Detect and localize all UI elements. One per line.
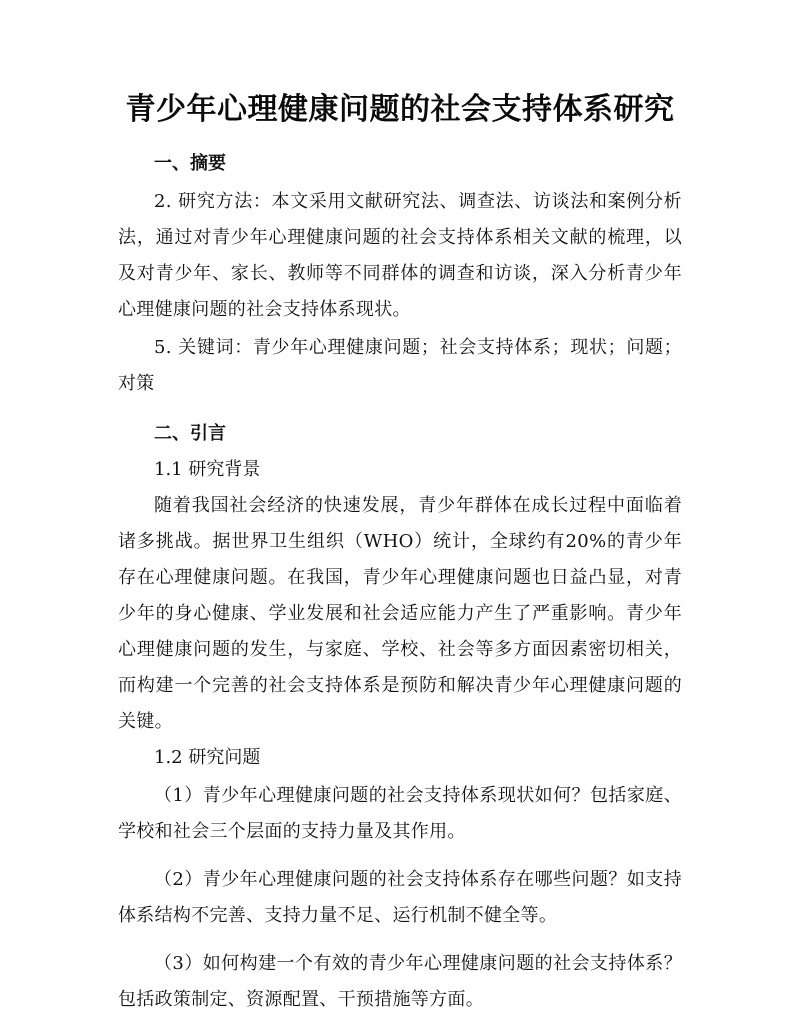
section-heading-introduction: 二、引言 [154,423,226,444]
paragraph-question-2: （2）青少年心理健康问题的社会支持体系存在哪些问题？如支持体系结构不完善、支持力量不足、运行机制不健全等。 [118,869,682,926]
subheading-research-background: 1.1 研究背景 [154,459,261,480]
paragraph-question-3: （3）如何构建一个有效的青少年心理健康问题的社会支持体系？包括政策制定、资源配置、干预措施等方面。 [118,953,682,1010]
paragraph-question-1: （1）青少年心理健康问题的社会支持体系现状如何？包括家庭、学校和社会三个层面的支持力量及其作用。 [118,785,682,842]
subheading-research-questions: 1.2 研究问题 [154,747,261,768]
paragraph-research-background: 随着我国社会经济的快速发展，青少年群体在成长过程中面临着诸多挑战。据世界卫生组织（WHO）统计，全球约有20%的青少年存在心理健康问题。在我国，青少年心理健康问题也日益凸显，对青少年的身心健康、学业发展和社会适应能力产生了严重影响。青少年心理健康问题的发生，与家庭、学校、社会等多方面因素密切相关，而构建一个完善的社会支持体系是预防和解决青少年心理健康问题的关键。 [118,495,682,732]
paragraph-keywords: 5. 关键词：青少年心理健康问题；社会支持体系；现状；问题；对策 [118,337,682,394]
paragraph-research-methods: 2. 研究方法：本文采用文献研究法、调查法、访谈法和案例分析法，通过对青少年心理健康问题的社会支持体系相关文献的梳理，以及对青少年、家长、教师等不同群体的调查和访谈，深入分析青少年心理健康问题的社会支持体系现状。 [118,191,682,320]
section-heading-abstract: 一、摘要 [154,153,226,174]
document-title: 青少年心理健康问题的社会支持体系研究 [125,92,675,127]
